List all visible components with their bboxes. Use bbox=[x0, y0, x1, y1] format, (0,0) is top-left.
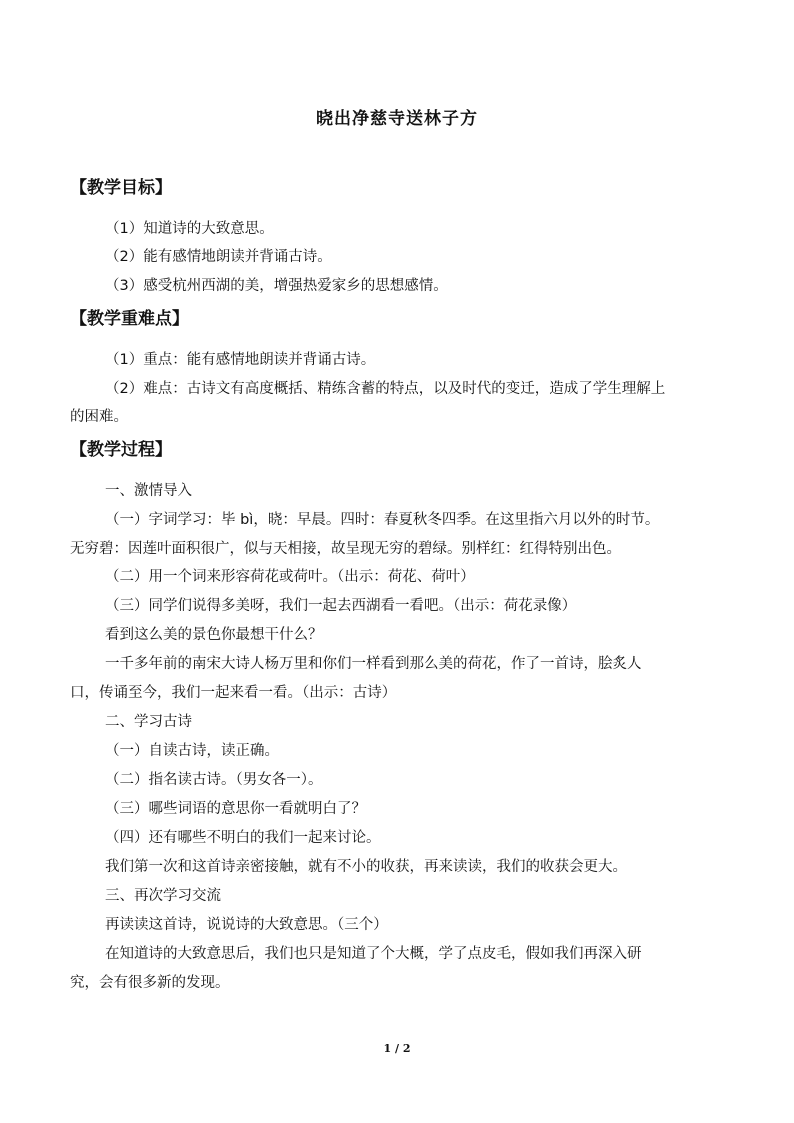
process-line: 在知道诗的大致意思后，我们也只是知道了个大概，学了点皮毛，假如我们再深入研 bbox=[105, 946, 642, 962]
process-line: 二、学习古诗 bbox=[105, 714, 192, 730]
process-line: （三）哪些词语的意思你一看就明白了？ bbox=[105, 801, 366, 817]
key-point-item: 的困难。 bbox=[70, 409, 128, 425]
page-title: 晓出净慈寺送林子方 bbox=[316, 109, 478, 129]
process-line: 三、再次学习交流 bbox=[105, 888, 221, 904]
process-line: 我们第一次和这首诗亲密接触，就有不小的收获，再来读读，我们的收获会更大。 bbox=[105, 859, 627, 875]
page-number: 1 / 2 bbox=[383, 1042, 411, 1055]
process-line: 口，传诵至今，我们一起来看一看。（出示：古诗） bbox=[70, 685, 397, 701]
objective-item: （2）能有感情地朗读并背诵古诗。 bbox=[105, 249, 332, 265]
key-point-item: （2）难点：古诗文有高度概括、精练含蓄的特点，以及时代的变迁，造成了学生理解上 bbox=[105, 381, 666, 397]
objective-item: （1）知道诗的大致意思。 bbox=[105, 221, 274, 237]
process-line: （二）用一个词来形容荷花或荷叶。（出示：荷花、荷叶） bbox=[105, 569, 475, 585]
objective-item: （3）感受杭州西湖的美，增强热爱家乡的思想感情。 bbox=[105, 278, 448, 294]
process-line: （二）指名读古诗。（男女各一）。 bbox=[105, 772, 323, 788]
process-line: 再读读这首诗，说说诗的大致意思。（三个） bbox=[105, 917, 388, 933]
process-line: 一、激情导入 bbox=[105, 483, 192, 499]
section-heading-process: 【教学过程】 bbox=[70, 440, 172, 460]
process-line: （四）还有哪些不明白的我们一起来讨论。 bbox=[105, 830, 381, 846]
process-line: 无穷碧：因莲叶面积很广，似与天相接，故呈现无穷的碧绿。别样红：红得特别出色。 bbox=[70, 541, 621, 557]
process-line: （一）自读古诗，读正确。 bbox=[105, 743, 279, 759]
section-heading-key-points: 【教学重难点】 bbox=[70, 309, 189, 329]
process-line: 一千多年前的南宋大诗人杨万里和你们一样看到那么美的荷花，作了一首诗，脍炙人 bbox=[105, 656, 642, 672]
process-line: （三）同学们说得多美呀，我们一起去西湖看一看吧。（出示：荷花录像） bbox=[105, 598, 577, 614]
key-point-item: （1）重点：能有感情地朗读并背诵古诗。 bbox=[105, 352, 376, 368]
process-line: 究，会有很多新的发现。 bbox=[70, 975, 230, 991]
process-line: （一）字词学习：毕 bì，晓：早晨。四时：春夏秋冬四季。在这里指六月以外的时节。 bbox=[105, 512, 660, 528]
process-line: 看到这么美的景色你最想干什么？ bbox=[105, 627, 323, 643]
section-heading-objectives: 【教学目标】 bbox=[70, 178, 172, 198]
